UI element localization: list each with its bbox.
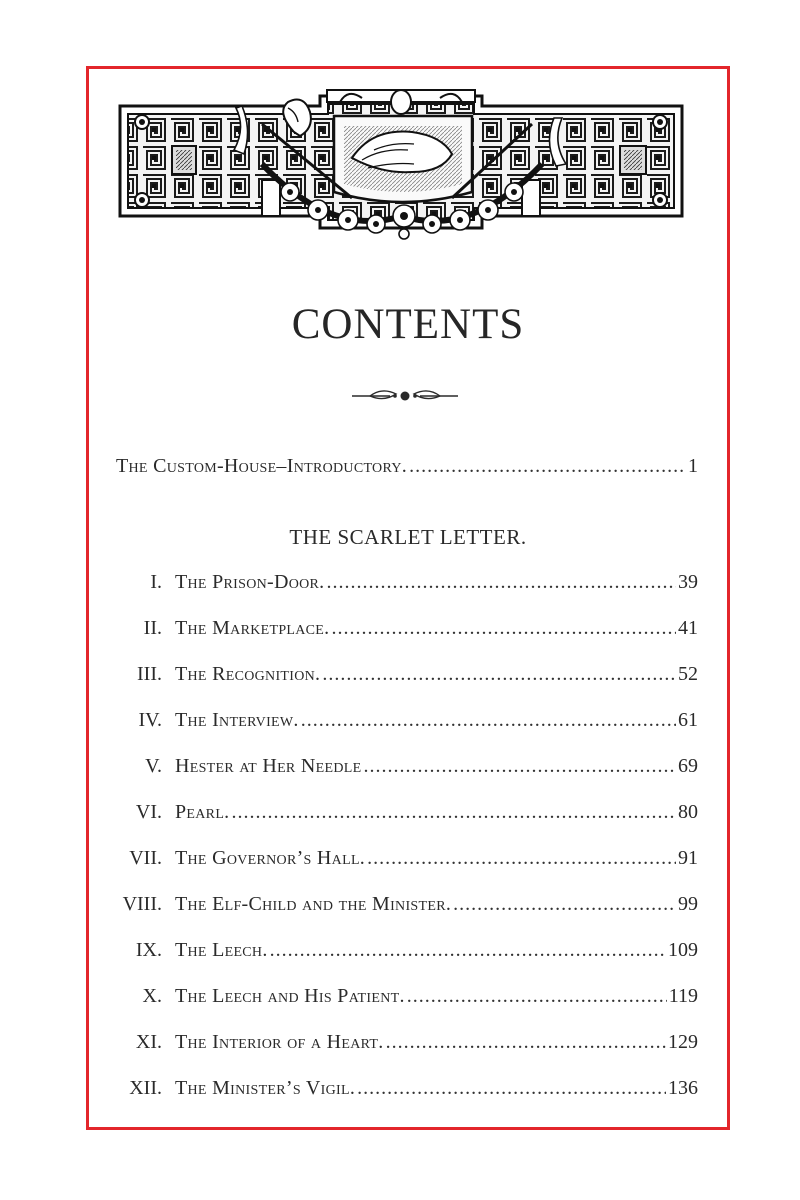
toc-entry-chapter[interactable] [116,710,698,730]
chapter-title: The Recognition. [175,663,321,685]
section-heading: THE SCARLET LETTER. [289,525,527,549]
toc-entry-chapter[interactable] [116,1032,698,1052]
chapter-page: 91 [678,847,698,869]
dot-leader [386,1032,666,1052]
chapter-number: XII. [129,1077,162,1099]
toc-entry-title: The Custom-House–Introductory. [116,455,408,477]
toc-entry-chapter[interactable] [116,756,698,776]
chapter-number: VIII. [122,893,162,915]
toc-entry-chapter[interactable] [116,802,698,822]
chapter-number: II. [143,617,162,639]
chapter-number: III. [137,663,162,685]
toc-entry-chapter[interactable] [116,572,698,592]
toc-entry-chapter[interactable] [116,618,698,638]
dot-leader [331,618,676,638]
chapter-page: 61 [678,709,698,731]
dot-leader [326,572,676,592]
chapter-title: The Elf-Child and the Minister. [175,893,452,915]
chapter-page: 39 [678,571,698,593]
chapter-number: VI. [135,801,162,823]
chapter-title: Pearl. [175,801,230,823]
dot-leader [357,1078,666,1098]
chapter-number: V. [145,755,162,777]
chapter-title: Hester at Her Needle [175,755,362,777]
page-title: CONTENTS [291,301,525,348]
dot-leader [301,710,676,730]
chapter-number: IV. [138,709,162,731]
dot-leader [231,802,676,822]
chapter-title: The Governor’s Hall. [175,847,366,869]
chapter-page: 99 [678,893,698,915]
dot-leader [407,986,667,1006]
toc-entry-chapter[interactable] [116,1078,698,1098]
toc-entry-chapter[interactable] [116,986,698,1006]
toc-entry-intro[interactable] [116,456,698,476]
toc-entry-chapter[interactable] [116,894,698,914]
dot-leader [453,894,676,914]
chapter-title: The Minister’s Vigil. [175,1077,356,1099]
chapter-page: 129 [668,1031,698,1053]
chapter-title: The Leech and His Patient. [175,985,405,1007]
chapter-number: IX. [135,939,162,961]
dot-leader [367,848,676,868]
chapter-title: The Interior of a Heart. [175,1031,384,1053]
dot-leader [363,756,676,776]
dot-leader [270,940,666,960]
chapter-page: 136 [668,1077,698,1099]
toc-entry-chapter[interactable] [116,848,698,868]
chapter-page: 80 [678,801,698,823]
chapter-title: The Leech. [175,939,268,961]
chapter-title: The Prison-Door. [175,571,325,593]
engraved-header-ornament-icon [112,88,690,240]
chapter-number: I. [150,571,162,593]
chapter-page: 69 [678,755,698,777]
dot-leader [322,664,676,684]
chapter-page: 41 [678,617,698,639]
chapter-page: 52 [678,663,698,685]
dot-leader [409,456,686,476]
chapter-number: VII. [129,847,162,869]
chapter-page: 119 [668,985,698,1007]
chapter-title: The Interview. [175,709,299,731]
toc-entry-chapter[interactable] [116,664,698,684]
chapter-number: XI. [135,1031,162,1053]
chapter-title: The Marketplace. [175,617,330,639]
toc-entry-page: 1 [688,455,698,477]
toc-entry-chapter[interactable] [116,940,698,960]
flourish-divider-icon [350,386,460,406]
chapter-number: X. [142,985,162,1007]
chapter-page: 109 [668,939,698,961]
